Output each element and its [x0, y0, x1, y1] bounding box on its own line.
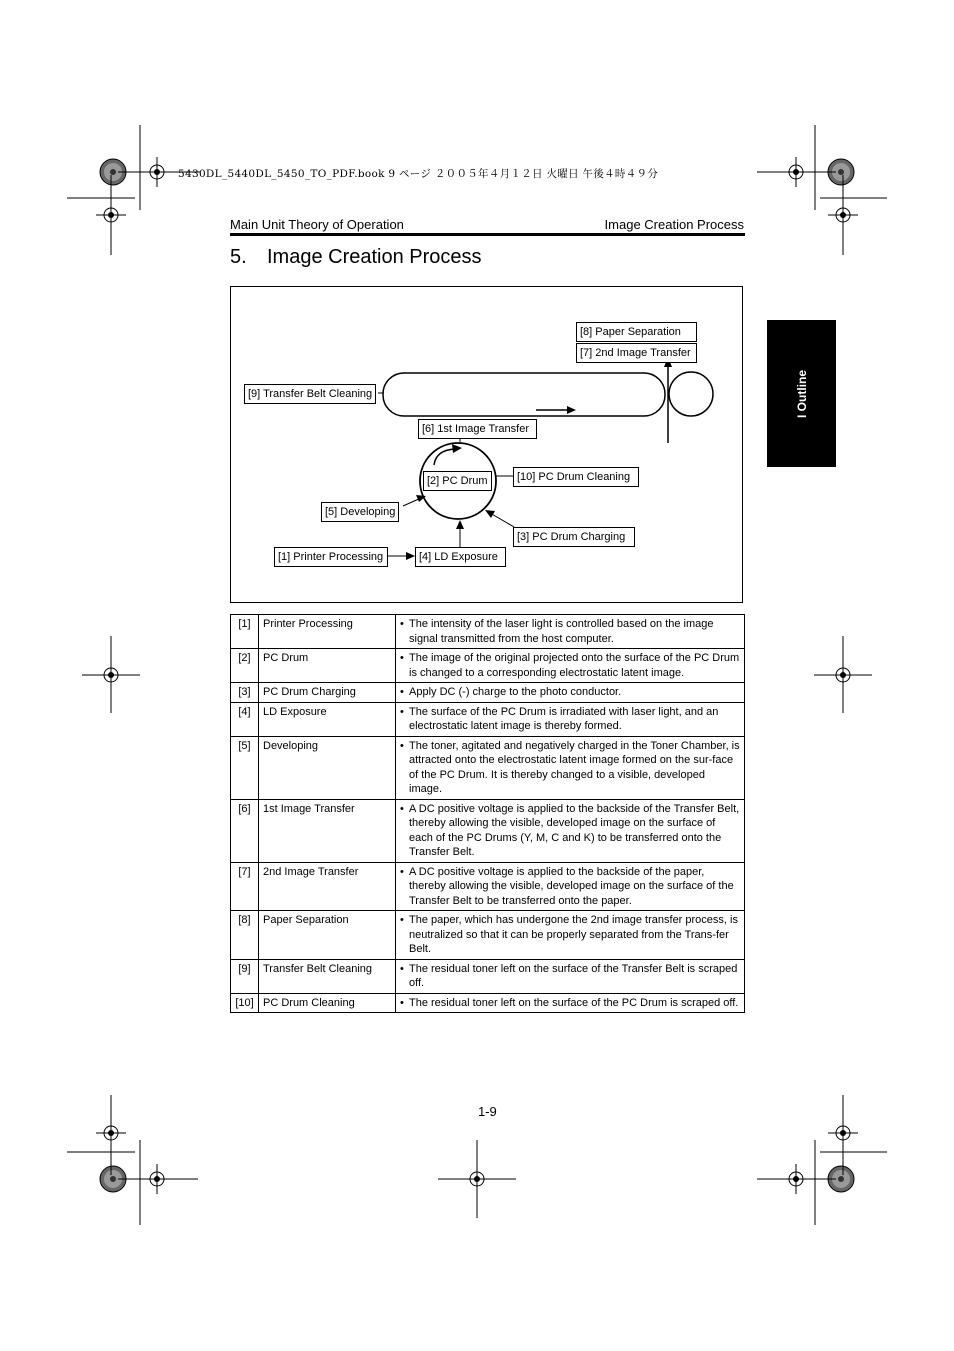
step-description: • The paper, which has undergone the 2nd image transfer process, is neutralized so that it can be properly separated from the Trans-fer Belt. [396, 911, 745, 960]
step-number: [6] [231, 799, 259, 862]
section-number: 5. [230, 246, 247, 268]
side-tab-label: I Outline [794, 369, 809, 418]
label-ld-exposure: [4] LD Exposure [415, 547, 506, 567]
page-title [230, 246, 482, 269]
step-name: 1st Image Transfer [259, 799, 396, 862]
table-row [231, 911, 745, 960]
step-description: • A DC positive voltage is applied to the backside of the Transfer Belt, thereby allowing the visible, developed image on the surface of each of the PC Drums (Y, M, C and K) to be transferred onto the Transfer Belt. [396, 799, 745, 862]
process-diagram [230, 286, 743, 603]
table-row [231, 615, 745, 649]
step-description: • The toner, agitated and negatively charged in the Toner Chamber, is attracted onto the electrostatic latent image formed on the sur-face of the PC Drum. It is thereby changed to a visible, developed image. [396, 736, 745, 799]
table-row [231, 959, 745, 993]
label-developing: [5] Developing [321, 502, 399, 522]
label-drum-charging: [3] PC Drum Charging [513, 527, 635, 547]
label-drum-cleaning: [10] PC Drum Cleaning [513, 467, 639, 487]
label-pc-drum: [2] PC Drum [423, 471, 492, 491]
step-name: Developing [259, 736, 396, 799]
table-row [231, 862, 745, 911]
step-description: • The image of the original projected onto the surface of the PC Drum is changed to a corresponding electrostatic latent image. [396, 649, 745, 683]
header-chapter: Main Unit Theory of Operation [230, 217, 404, 232]
section-title: Image Creation Process [267, 246, 482, 268]
step-name: PC Drum [259, 649, 396, 683]
step-name: Printer Processing [259, 615, 396, 649]
step-name: PC Drum Charging [259, 683, 396, 703]
side-tab [767, 320, 836, 467]
step-name: Transfer Belt Cleaning [259, 959, 396, 993]
label-first-transfer: [6] 1st Image Transfer [418, 419, 537, 439]
header-rule [230, 233, 745, 236]
step-number: [1] [231, 615, 259, 649]
process-table [230, 614, 745, 1013]
step-description: • The residual toner left on the surface of the PC Drum is scraped off. [396, 993, 745, 1013]
step-number: [5] [231, 736, 259, 799]
step-name: 2nd Image Transfer [259, 862, 396, 911]
table-row [231, 649, 745, 683]
label-paper-separation: [8] Paper Separation [576, 322, 697, 342]
step-number: [10] [231, 993, 259, 1013]
step-description: • Apply DC (-) charge to the photo conductor. [396, 683, 745, 703]
step-number: [4] [231, 702, 259, 736]
step-number: [7] [231, 862, 259, 911]
label-belt-cleaning: [9] Transfer Belt Cleaning [244, 384, 376, 404]
step-number: [2] [231, 649, 259, 683]
step-name: LD Exposure [259, 702, 396, 736]
transfer-roller [669, 372, 713, 416]
step-name: PC Drum Cleaning [259, 993, 396, 1013]
transfer-belt [383, 373, 665, 416]
page-number: 1-9 [478, 1104, 497, 1119]
table-row [231, 683, 745, 703]
step-number: [3] [231, 683, 259, 703]
step-name: Paper Separation [259, 911, 396, 960]
label-second-transfer: [7] 2nd Image Transfer [576, 343, 697, 363]
header-section: Image Creation Process [604, 217, 744, 232]
book-info-line: 5430DL_5440DL_5450_TO_PDF.book 9 ページ ２００５年４月１２日 火曜日 午後４時４９分 [178, 168, 659, 180]
step-description: • A DC positive voltage is applied to the backside of the paper, thereby allowing the visible, developed image on the surface of the Transfer Belt to be transferred onto the paper. [396, 862, 745, 911]
step-description: • The residual toner left on the surface of the Transfer Belt is scraped off. [396, 959, 745, 993]
table-row [231, 799, 745, 862]
step-description: • The intensity of the laser light is controlled based on the image signal transmitted from the host computer. [396, 615, 745, 649]
step-description: • The surface of the PC Drum is irradiated with laser light, and an electrostatic latent image is thereby formed. [396, 702, 745, 736]
table-row [231, 736, 745, 799]
step-number: [8] [231, 911, 259, 960]
label-printer-processing: [1] Printer Processing [274, 547, 388, 567]
table-row [231, 702, 745, 736]
table-row [231, 993, 745, 1013]
drum-rotation-arrow [434, 449, 455, 465]
step-number: [9] [231, 959, 259, 993]
